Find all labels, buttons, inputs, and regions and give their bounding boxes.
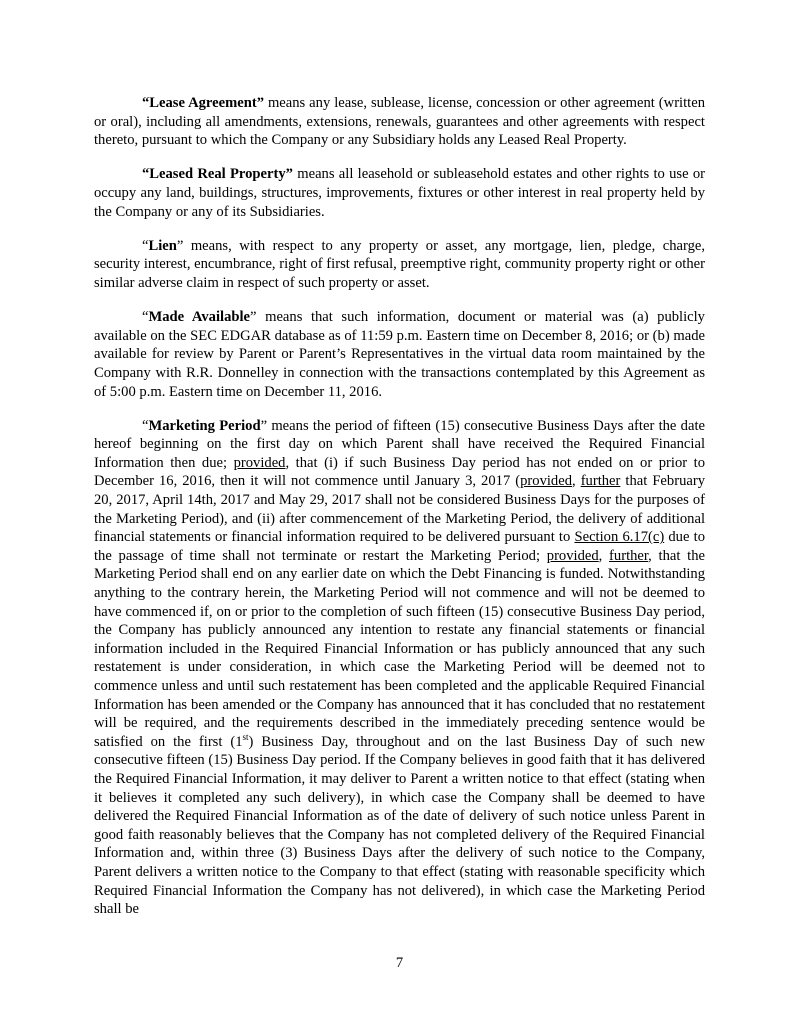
open-quote: “ [142, 309, 149, 326]
underlined-further: further [580, 473, 621, 490]
defined-term: Lien [148, 237, 177, 254]
definition-text: , that (i) if such Business Day period has not ended on or prior to December 16, 2016, then it will not commence until January 3, 2017 ( [94, 454, 705, 490]
definition-text: ” means, with respect to any property or asset, any mortgage, lien, pledge, charge, security interest, encumbrance, right of first refusal, preemptive right, community property right or other similar adverse claim in respect of such property or asset. [94, 237, 705, 291]
definition-text: ) Business Day, throughout and on the last Business Day of such new consecutive fifteen (15) Business Day period. If the Company believes in good faith that it has delivered the Required Financial Information, it may deliver to Parent a written notice to that effect (stating when it believes it completed any such delivery), in which case the Company shall be deemed to have delivered the Required Financial Information as of the date of delivery of such notice unless Parent in good faith reasonably believes that the Company has not completed delivery of the Required Financial Information and, within three (3) Business Days after the delivery of such notice to the Company, Parent delivers a written notice to the Company to that effect (stating with reasonable specificity which Required Financial Information the Company has not delivered), in which case the Marketing Period shall be [94, 733, 705, 918]
definition-text: means all leasehold or subleasehold estates and other rights to use or occupy any land, buildings, structures, improvements, fixtures or other interest in real property held by the Company or any of its Subsidiaries. [94, 166, 705, 220]
definition-text: that February 20, 2017, April 14th, 2017 and May 29, 2017 shall not be considered Business Days for the purposes of the Marketing Period), and (ii) after commencement of the Marketing Period, the delivery of additional financial statements or financial information required to be delivered pursuant to [94, 473, 705, 546]
definition-leased-real-property [94, 165, 705, 221]
definition-text: , [572, 473, 581, 490]
underlined-provided: provided [520, 473, 573, 490]
definition-text: , that the Marketing Period shall end on any earlier date on which the Debt Financing is funded. Notwithstanding anything to the contrary herein, the Marketing Period will not commence and will not be deemed to have commenced if, on or prior to the completion of such fifteen (15) consecutive Business Day period, the Company has publicly announced any intention to restate any financial statements or financial information included in the Required Financial Information or has publicly announced that any such restatement is under consideration, in which case the Marketing Period will be deemed not to commence unless and until such restatement has been completed and the applicable Required Financial Information has been amended or the Company has announced that it has concluded that no restatement will be required, and the requirements described in the immediately preceding sentence would be satisfied on the first (1 [94, 547, 705, 750]
definition-text: , [598, 547, 610, 564]
definition-text: ” means that such information, document or material was (a) publicly available on the SEC EDGAR database as of 11:59 p.m. Eastern time on December 8, 2016; or (b) made available for review by Parent or Parent’s Representatives in the virtual data room maintained by the Company with R.R. Donnelley in connection with the transactions contemplated by this Agreement as of 5:00 p.m. Eastern time on December 11, 2016. [94, 309, 705, 400]
definition-marketing-period [94, 417, 705, 919]
definition-lease-agreement [94, 94, 705, 150]
defined-term: “Leased Real Property” [142, 166, 293, 183]
section-reference: Section 6.17(c) [574, 529, 665, 546]
definition-text: due to the passage of time shall not terminate or restart the Marketing Period; [94, 529, 705, 564]
open-quote: “ [142, 237, 149, 254]
ordinal-superscript: st [242, 731, 249, 742]
underlined-provided: provided [546, 547, 599, 564]
underlined-provided: provided [233, 454, 286, 471]
definition-made-available [94, 308, 705, 401]
defined-term: “Lease Agreement” [142, 95, 265, 111]
defined-term: Marketing Period [148, 417, 261, 434]
defined-term: Made Available [148, 309, 251, 326]
underlined-further: further [609, 547, 649, 564]
open-quote: “ [142, 417, 149, 434]
page-number: 7 [395, 955, 404, 971]
definition-text: means any lease, sublease, license, concession or other agreement (written or oral), including all amendments, extensions, renewals, guarantees and other agreements with respect thereto, pursuant to which the Company or any Subsidiary holds any Leased Real Property. [94, 95, 705, 149]
definition-lien [94, 237, 705, 293]
document-body [94, 94, 705, 934]
definition-text: ” means the period of fifteen (15) consecutive Business Days after the date hereof beginning on the first day on which Parent shall have received the Required Financial Information then due; [94, 417, 705, 471]
